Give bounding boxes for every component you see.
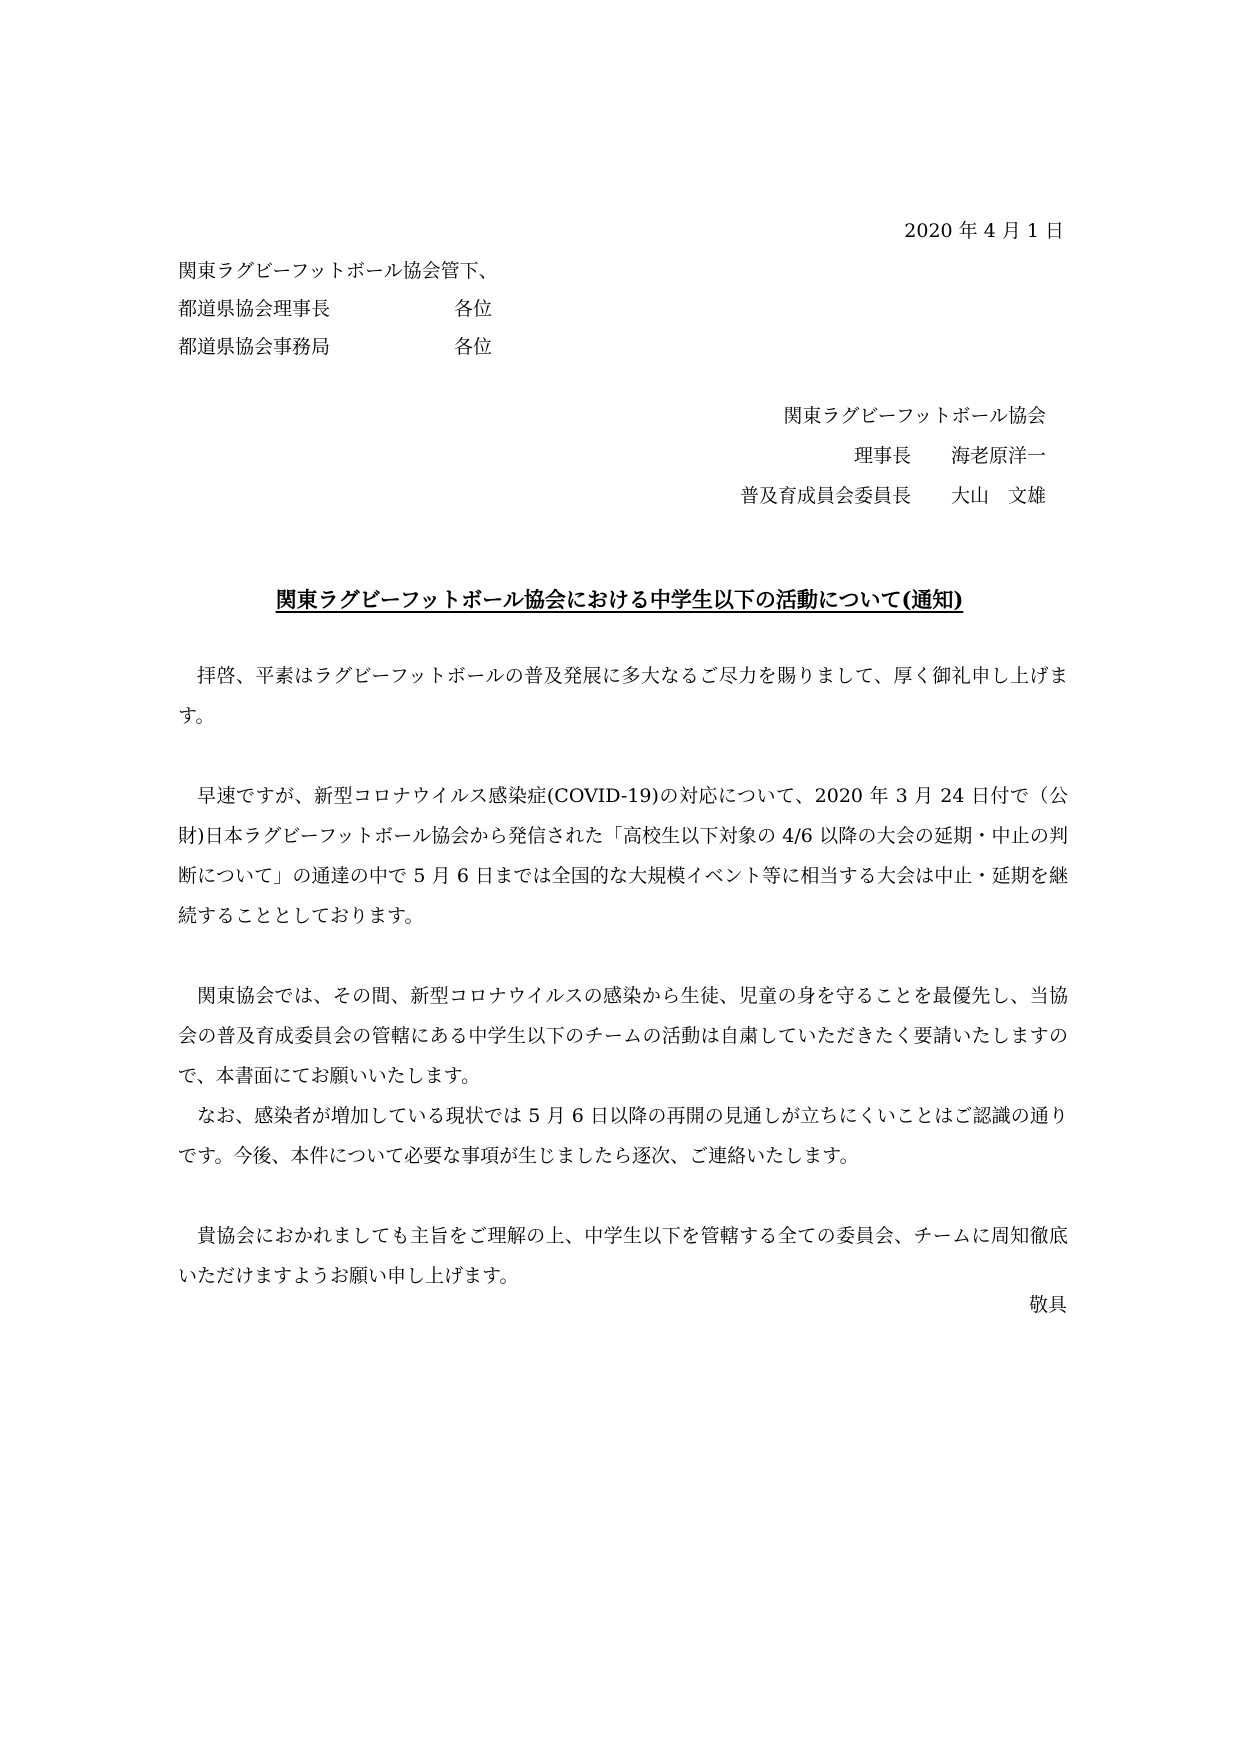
sender-name: 海老原洋一	[950, 445, 1046, 467]
recipient-line	[178, 252, 778, 290]
recipient-role: 都道県協会事務局	[178, 336, 331, 358]
sender-line	[740, 436, 1046, 476]
sender-line	[740, 476, 1046, 516]
sender-role: 理事長	[853, 445, 911, 467]
recipient-organization: 関東ラグビーフットボール協会管下、	[178, 260, 498, 282]
body-paragraph: なお、感染者が増加している現状では 5 月 6 日以降の再開の見通しが立ちにくいことはご認識の通りです。今後、本件について必要な事項が生じましたら逐次、ご連絡いたします。	[178, 1105, 1068, 1167]
recipients-block	[178, 252, 778, 366]
body-paragraph: 関東協会では、その間、新型コロナウイルスの感染から生徒、児童の身を守ることを最優先し、当協会の普及育成委員会の管轄にある中学生以下のチームの活動は自粛していただきたく要請いたしますので、本書面にてお願いいたします。	[178, 985, 1068, 1087]
document-title: 関東ラグビーフットボール協会における中学生以下の活動について(通知)	[275, 587, 964, 612]
body-paragraph: 貴協会におかれましても主旨をご理解の上、中学生以下を管轄する全ての委員会、チームに周知徹底いただけますようお願い申し上げます。	[178, 1225, 1068, 1287]
recipient-line	[178, 290, 778, 328]
recipient-honorific: 各位	[454, 298, 493, 320]
sender-organization: 関東ラグビーフットボール協会	[783, 405, 1046, 427]
paragraph-gap	[178, 936, 1068, 976]
recipient-role: 都道県協会理事長	[178, 298, 331, 320]
document-body	[178, 656, 1068, 1296]
body-paragraph: 拝啓、平素はラグビーフットボールの普及発展に多大なるご尽力を賜りまして、厚く御礼申し上げます。	[178, 665, 1068, 727]
recipient-line	[178, 328, 778, 366]
body-paragraph: 早速ですが、新型コロナウイルス感染症(COVID-19)の対応について、2020 年 3 月 24 日付で（公財)日本ラグビーフットボール協会から発信された「高校生以下対象の 4/6 以降の大会の延期・中止の判断について」の通達の中で 5 月 6 日までは全国的な大規模イベント等に相当する大会は中止・延期を継続することとしております。	[178, 785, 1068, 927]
document-date: 2020 年 4 月 1 日	[904, 220, 1064, 242]
sender-block	[740, 396, 1046, 516]
closing-salutation: 敬具	[1028, 1294, 1067, 1316]
recipient-honorific: 各位	[454, 336, 493, 358]
sender-role: 普及育成員会委員長	[739, 485, 911, 507]
sender-name: 大山 文雄	[950, 485, 1046, 507]
paragraph-gap	[178, 736, 1068, 776]
paragraph-gap	[178, 1176, 1068, 1216]
